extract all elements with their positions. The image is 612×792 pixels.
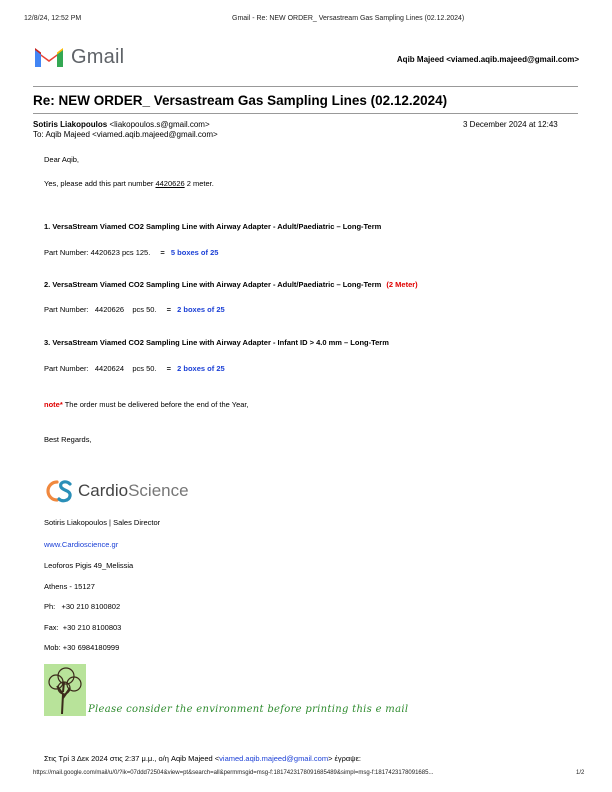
item-2-part: Part Number: 4420626 pcs 50.: [44, 305, 157, 314]
logo-word-cardio: Cardio: [78, 481, 129, 500]
note-label: note*: [44, 400, 63, 409]
item-3-title: 3. VersaStream Viamed CO2 Sampling Line with Airway Adapter - Infant ID > 4.0 mm – Long-Term: [44, 338, 389, 347]
signature-phone: Ph: +30 210 8100802: [44, 602, 121, 611]
order-note: [44, 400, 249, 409]
item-1-equals: =: [160, 248, 165, 257]
quoted-post: > έγραψε:: [328, 754, 362, 763]
intro-line: [44, 179, 214, 188]
closing: Best Regards,: [44, 435, 92, 444]
divider-subject: [33, 113, 578, 114]
item-1-part-line: [44, 248, 218, 257]
gmail-logo: [33, 44, 124, 70]
quoted-header: [44, 754, 361, 763]
item-2-part-line: [44, 305, 225, 314]
footer-url: https://mail.google.com/mail/u/0/?ik=07ddd72504&view=pt&search=all&permmsgid=msg-f:1817423178091685489&simpl=msg-f:1817423178091685...: [33, 770, 434, 776]
recipient: [33, 130, 218, 139]
tree-icon: [44, 664, 86, 716]
recipient-label: To:: [33, 130, 46, 139]
item-2-title-text: 2. VersaStream Viamed CO2 Sampling Line with Airway Adapter - Adult/Paediatric – Long-Term: [44, 280, 382, 289]
item-3-equals: =: [166, 364, 172, 373]
item-1-part: Part Number: 4420623 pcs 125.: [44, 248, 151, 257]
item-2-equals: =: [166, 305, 172, 314]
cardioscience-cs-icon: [44, 478, 74, 504]
sender: [33, 120, 210, 129]
item-2-title: [44, 280, 418, 289]
intro-post: 2 meter.: [184, 179, 214, 188]
gmail-wordmark: Gmail: [71, 45, 125, 68]
email-subject: Re: NEW ORDER_ Versastream Gas Sampling Lines (02.12.2024): [33, 93, 448, 108]
account-email: Aqib Majeed <viamed.aqib.majeed@gmail.com>: [396, 55, 579, 64]
print-datetime: 12/8/24, 12:52 PM: [24, 15, 82, 22]
quoted-email-link[interactable]: viamed.aqib.majeed@gmail.com: [219, 754, 329, 763]
signature-name-title: Sotiris Liakopoulos | Sales Director: [44, 518, 161, 527]
signature-mobile: Mob: +30 6984180999: [44, 643, 120, 652]
greeting: Dear Aqib,: [44, 155, 80, 164]
logo-word-science: Science: [128, 481, 189, 500]
intro-part-number: 4420626: [155, 179, 185, 188]
print-title: Gmail - Re: NEW ORDER_ Versastream Gas Sampling Lines (02.12.2024): [232, 15, 465, 22]
eco-note: Please consider the environment before printing this e mail: [88, 704, 409, 715]
recipient-address: Aqib Majeed <viamed.aqib.majeed@gmail.com>: [45, 130, 218, 139]
item-3-part: Part Number: 4420624 pcs 50.: [44, 364, 157, 373]
intro-pre: Yes, please add this part number: [44, 179, 156, 188]
item-1-boxes: 5 boxes of 25: [170, 248, 219, 257]
signature-city: Athens - 15127: [44, 582, 95, 591]
item-3-boxes: 2 boxes of 25: [177, 364, 225, 373]
note-text: The order must be delivered before the end of the Year,: [62, 400, 249, 409]
sender-name: Sotiris Liakopoulos: [33, 120, 108, 129]
signature-fax: Fax: +30 210 8100803: [44, 623, 122, 632]
item-2-boxes: 2 boxes of 25: [177, 305, 225, 314]
divider-top: [33, 86, 578, 87]
quoted-pre: Στις Τρί 3 Δεκ 2024 στις 2:37 μ.μ., ο/η Aqib Majeed <: [44, 754, 220, 763]
signature-address: Leoforos Pigis 49_Melissia: [44, 561, 134, 570]
cardioscience-logo: [44, 478, 189, 504]
signature-website-link[interactable]: www.Cardioscience.gr: [44, 540, 119, 549]
item-3-part-line: [44, 364, 225, 373]
gmail-m-icon: [33, 45, 65, 69]
message-date: 3 December 2024 at 12:43: [463, 120, 558, 129]
tree-image: [44, 664, 86, 721]
item-1-title: 1. VersaStream Viamed CO2 Sampling Line with Airway Adapter - Adult/Paediatric – Long-Term: [44, 222, 382, 231]
item-2-title-note: (2 Meter): [386, 280, 418, 289]
sender-email: <liakopoulos.s@gmail.com>: [109, 120, 210, 129]
footer-page-number: 1/2: [576, 770, 585, 776]
cardioscience-wordmark: [78, 481, 189, 501]
